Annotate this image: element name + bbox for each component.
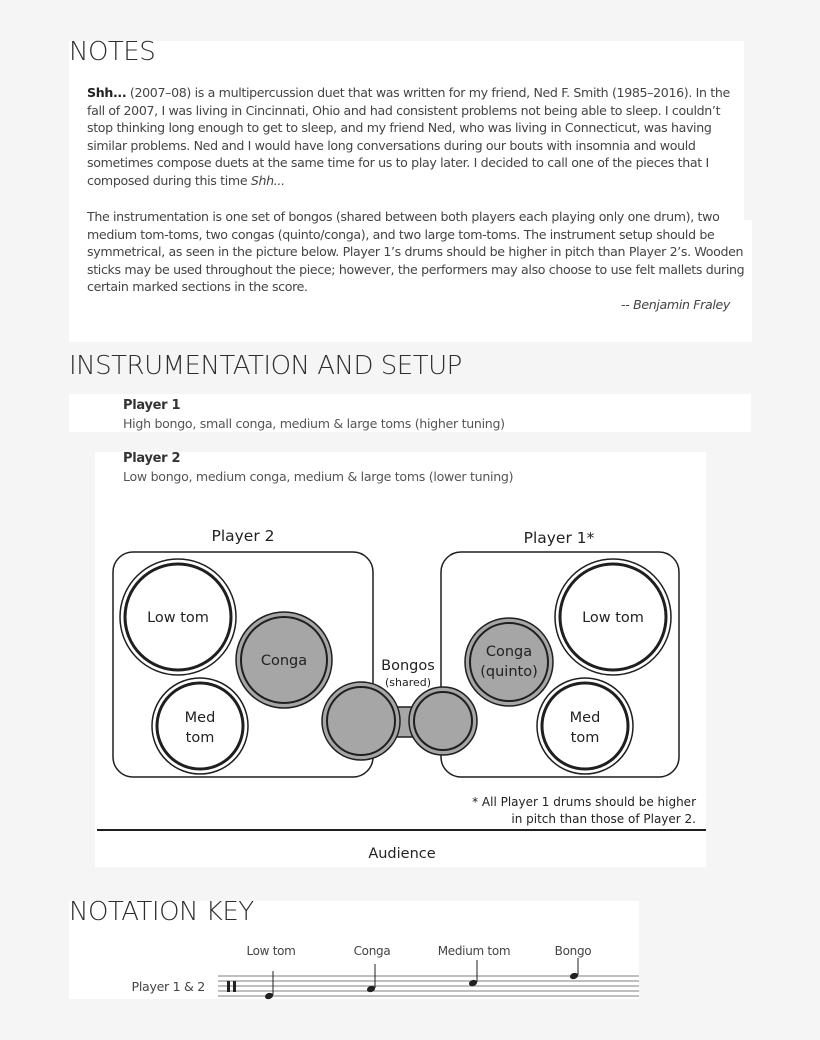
bongos-label: Bongos: [381, 658, 435, 674]
staff-label: Player 1 & 2: [131, 979, 205, 994]
player1-title: Player 1*: [523, 529, 595, 547]
player2-label: Player 2: [123, 451, 181, 466]
footnote-line-1: * All Player 1 drums should be higher: [472, 795, 696, 809]
p2-med-tom-label-2: tom: [185, 730, 215, 746]
player1-label: Player 1: [123, 398, 181, 413]
percussion-clef: [227, 981, 236, 992]
staff-lines: [218, 976, 639, 996]
p1-conga-label-2: (quinto): [480, 664, 538, 680]
p2-low-tom: [120, 559, 236, 675]
note-medium-tom: [468, 960, 478, 987]
p1-med-tom: [537, 678, 633, 774]
player2-title: Player 2: [211, 527, 275, 545]
p1-conga-label-1: Conga: [485, 644, 533, 660]
p1-low-tom: [555, 559, 671, 675]
setup-heading: INSTRUMENTATION AND SETUP: [69, 351, 462, 381]
notation-label-bongo: Bongo: [554, 944, 592, 958]
player2-description: Low bongo, medium conga, medium & large toms (lower tuning): [123, 469, 514, 484]
notation-label-conga: Conga: [353, 944, 391, 958]
player1-description: High bongo, small conga, medium & large toms (higher tuning): [123, 416, 505, 431]
bongos: [322, 658, 477, 760]
note-bongo: [569, 958, 579, 980]
piece-title: Shh...: [87, 85, 127, 100]
p1-med-tom-label-2: tom: [570, 730, 600, 746]
p2-med-tom: [152, 678, 248, 774]
bongos-shared-label: (shared): [384, 676, 432, 689]
p1-conga: [465, 618, 553, 706]
notation-heading: NOTATION KEY: [69, 897, 254, 927]
notation-key: [132, 944, 639, 1000]
notation-label-medium-tom: Medium tom: [437, 944, 511, 958]
p1-med-tom-label-1: Med: [569, 710, 601, 726]
notes-heading: NOTES: [69, 37, 156, 67]
p2-low-tom-label: Low tom: [147, 610, 209, 626]
note-conga: [366, 964, 376, 993]
piece-title-italic: Shh...: [250, 172, 285, 188]
audience-label: Audience: [368, 846, 436, 862]
notes-paragraph-1-text: (2007–08) is a multipercussion duet that was written for my friend, Ned F. Smith (1985–2016). In the fall of 2007, I was living in Cincinnati, Ohio and had consistent problems not being able to sleep. I couldn’t stop thinking long enough to get to sleep, and my friend Ned, who was living in Connecticut, was having similar problems. Ned and I would have long conversations during our bouts with insomnia and would sometimes compose duets at the same time for us to play later. I decided to call one of the pieces that I composed during this time: [87, 85, 730, 188]
footnote-line-2: in pitch than those of Player 2.: [511, 812, 696, 826]
p2-conga-label: Conga: [260, 653, 308, 669]
notation-label-low-tom: Low tom: [246, 944, 296, 958]
p2-conga: [236, 612, 332, 708]
notes-signature: -- Benjamin Fraley: [621, 297, 730, 312]
notes-paragraph-2: The instrumentation is one set of bongos (shared between both players each playing only one drum), two medium tom-toms, two congas (quinto/conga), and two large tom-toms. The instrument setup should be symmetrical, as seen in the picture below. Player 1’s drums should be higher in pitch than Player 2’s. Wooden sticks may be used throughout the piece; however, the performers may also choose to use felt mallets during certain marked sections in the score.: [87, 209, 745, 295]
p2-med-tom-label-1: Med: [184, 710, 216, 726]
p1-low-tom-label: Low tom: [582, 610, 644, 626]
